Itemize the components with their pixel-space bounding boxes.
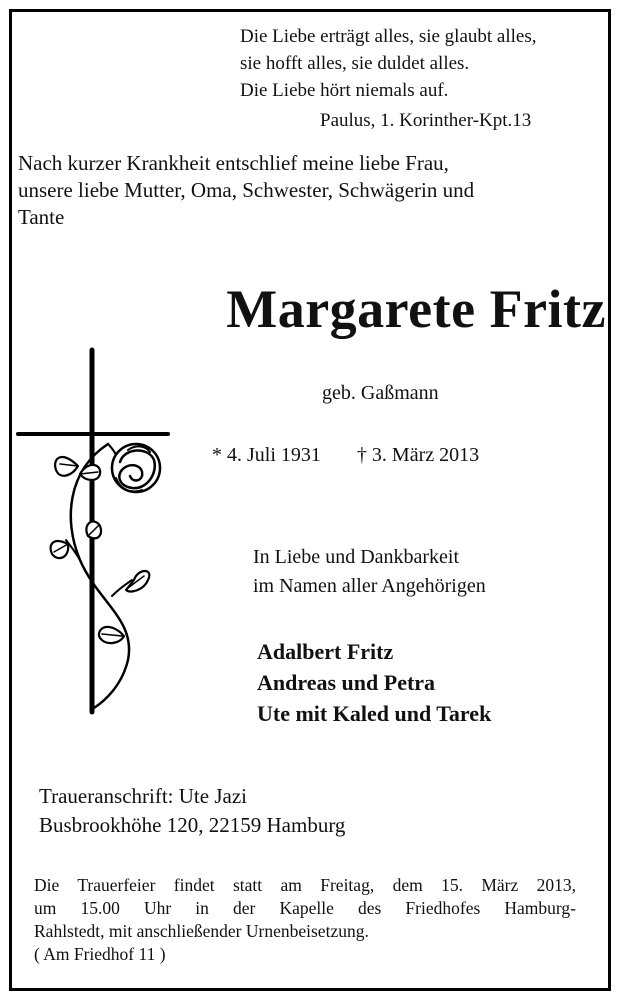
address-line: Traueranschrift: Ute Jazi bbox=[39, 784, 247, 808]
address-line: Busbrookhöhe 120, 22159 Hamburg bbox=[39, 813, 346, 837]
deceased-name: Margarete Fritz bbox=[226, 279, 606, 339]
thanks-line: im Namen aller Angehörigen bbox=[253, 575, 486, 597]
announcement-line: Nach kurzer Krankheit entschlief meine liebe Frau, bbox=[18, 151, 449, 175]
funeral-line: Die Trauerfeier findet statt am Freitag, dem 15. März 2013, bbox=[34, 875, 576, 895]
mourners-list bbox=[257, 636, 491, 729]
mourner-name: Ute mit Kaled und Tarek bbox=[257, 701, 492, 726]
thanks-text bbox=[253, 543, 486, 601]
bible-verse bbox=[240, 23, 537, 104]
maiden-name: geb. Gaßmann bbox=[322, 382, 439, 404]
mourning-address bbox=[39, 782, 345, 840]
cross-with-rose-icon bbox=[8, 340, 178, 720]
mourner-name: Andreas und Petra bbox=[257, 670, 436, 695]
funeral-details bbox=[34, 874, 576, 966]
announcement-line: Tante bbox=[18, 205, 65, 229]
birth-date: * 4. Juli 1931 bbox=[212, 444, 321, 466]
funeral-line: Rahlstedt, mit anschließender Urnenbeisetzung. bbox=[34, 921, 369, 941]
announcement-text bbox=[18, 150, 583, 231]
verse-line: Die Liebe hört niemals auf. bbox=[240, 80, 449, 101]
funeral-line: um 15.00 Uhr in der Kapelle des Friedhofes Hamburg- bbox=[34, 898, 576, 918]
verse-line: sie hofft alles, sie duldet alles. bbox=[240, 53, 470, 74]
announcement-line: unsere liebe Mutter, Oma, Schwester, Schwägerin und bbox=[18, 178, 475, 202]
life-dates bbox=[212, 444, 479, 467]
mourner-name: Adalbert Fritz bbox=[257, 639, 394, 664]
verse-line: Die Liebe erträgt alles, sie glaubt alles, bbox=[240, 26, 537, 47]
thanks-line: In Liebe und Dankbarkeit bbox=[253, 546, 460, 568]
verse-source: Paulus, 1. Korinther-Kpt.13 bbox=[320, 110, 532, 131]
funeral-line: ( Am Friedhof 11 ) bbox=[34, 944, 166, 964]
death-date: † 3. März 2013 bbox=[356, 444, 480, 466]
